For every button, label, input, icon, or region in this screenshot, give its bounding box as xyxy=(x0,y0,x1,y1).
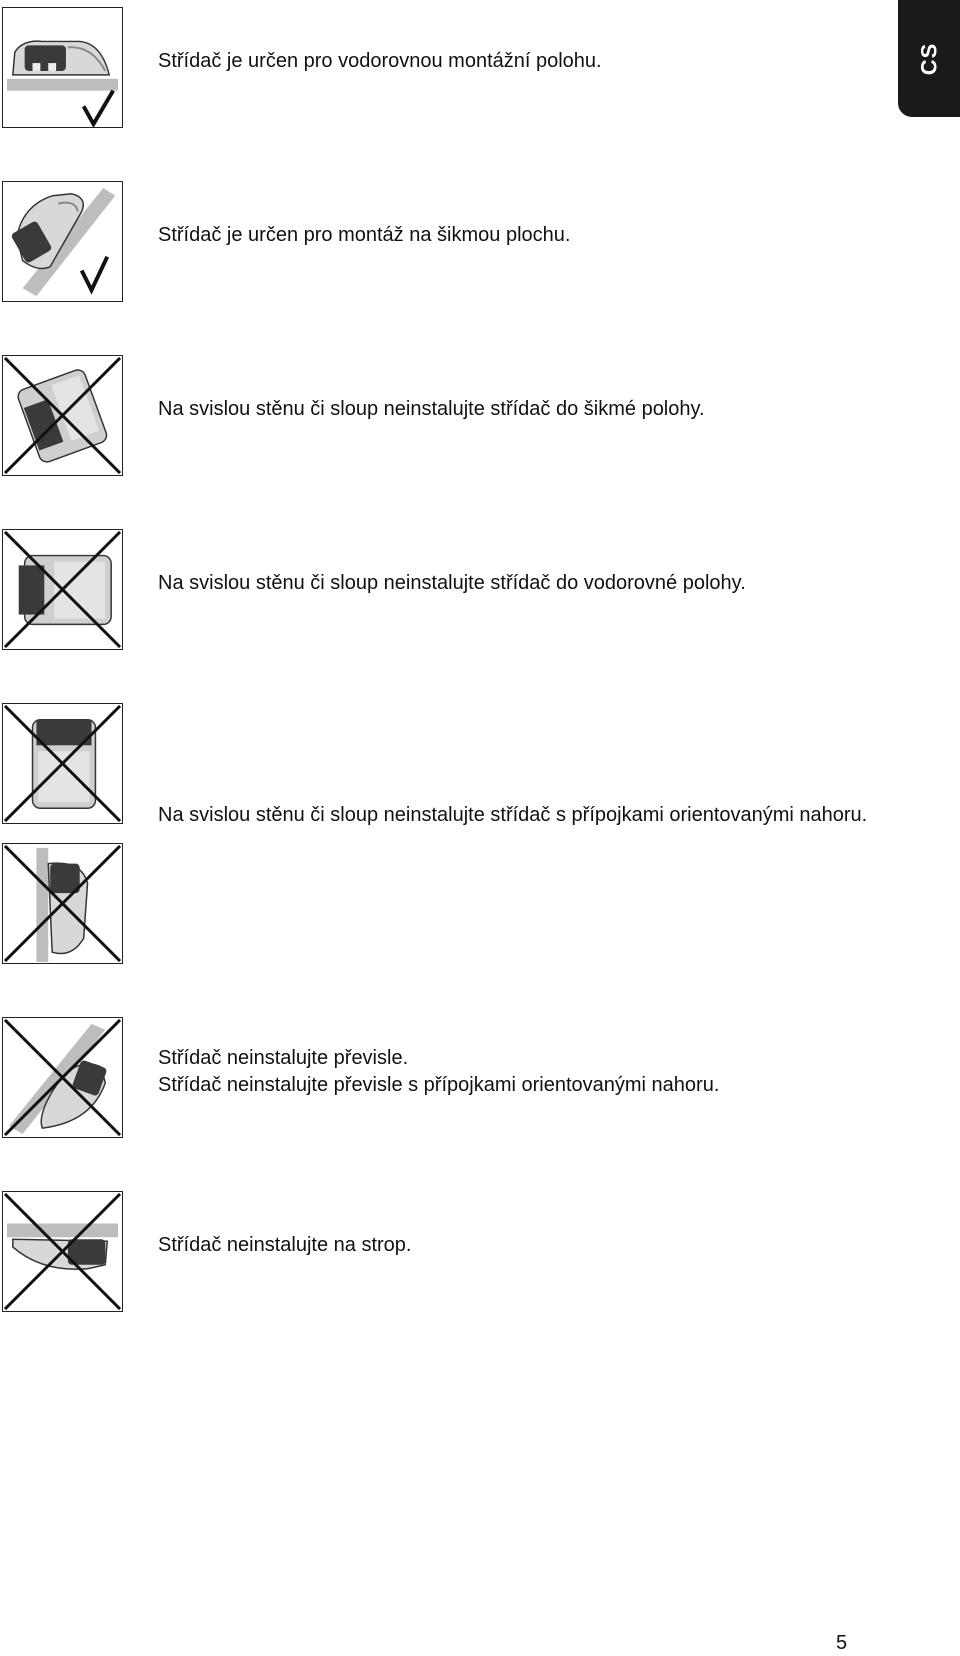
caption-wall-tilted: Na svislou stěnu či sloup neinstalujte střídač do šikmé polohy. xyxy=(158,398,705,420)
figure-wall-connections-up xyxy=(2,703,123,824)
checkmark-icon xyxy=(3,182,122,301)
figure-inclined-mounting xyxy=(2,181,123,302)
caption-inclined-mounting: Střídač je určen pro montáž na šikmou plochu. xyxy=(158,224,571,246)
caption-wall-connections-up: Na svislou stěnu či sloup neinstalujte střídač s přípojkami orientovanými nahoru. xyxy=(158,804,868,826)
cross-icon xyxy=(3,1018,122,1137)
language-tab xyxy=(898,0,960,117)
checkmark-icon xyxy=(3,8,122,127)
cross-icon xyxy=(3,704,122,823)
cross-icon xyxy=(3,844,122,963)
cross-icon xyxy=(3,1192,122,1311)
caption-horizontal-mounting: Střídač je určen pro vodorovnou montážní polohu. xyxy=(158,50,602,72)
figure-wall-connections-up-side xyxy=(2,843,123,964)
caption-overhang: Střídač neinstalujte převisle. Střídač neinstalujte převisle s přípojkami orientovanými nahoru. xyxy=(158,1047,720,1096)
figure-overhang xyxy=(2,1017,123,1138)
caption-wall-horizontal: Na svislou stěnu či sloup neinstalujte střídač do vodorovné polohy. xyxy=(158,572,746,594)
figure-ceiling xyxy=(2,1191,123,1312)
cross-icon xyxy=(3,356,122,475)
page-number: 5 xyxy=(836,1632,848,1654)
figure-horizontal-mounting xyxy=(2,7,123,128)
figure-wall-tilted xyxy=(2,355,123,476)
figure-wall-horizontal xyxy=(2,529,123,650)
caption-ceiling: Střídač neinstalujte na strop. xyxy=(158,1234,412,1256)
language-tab-label: CS xyxy=(916,42,941,75)
cross-icon xyxy=(3,530,122,649)
